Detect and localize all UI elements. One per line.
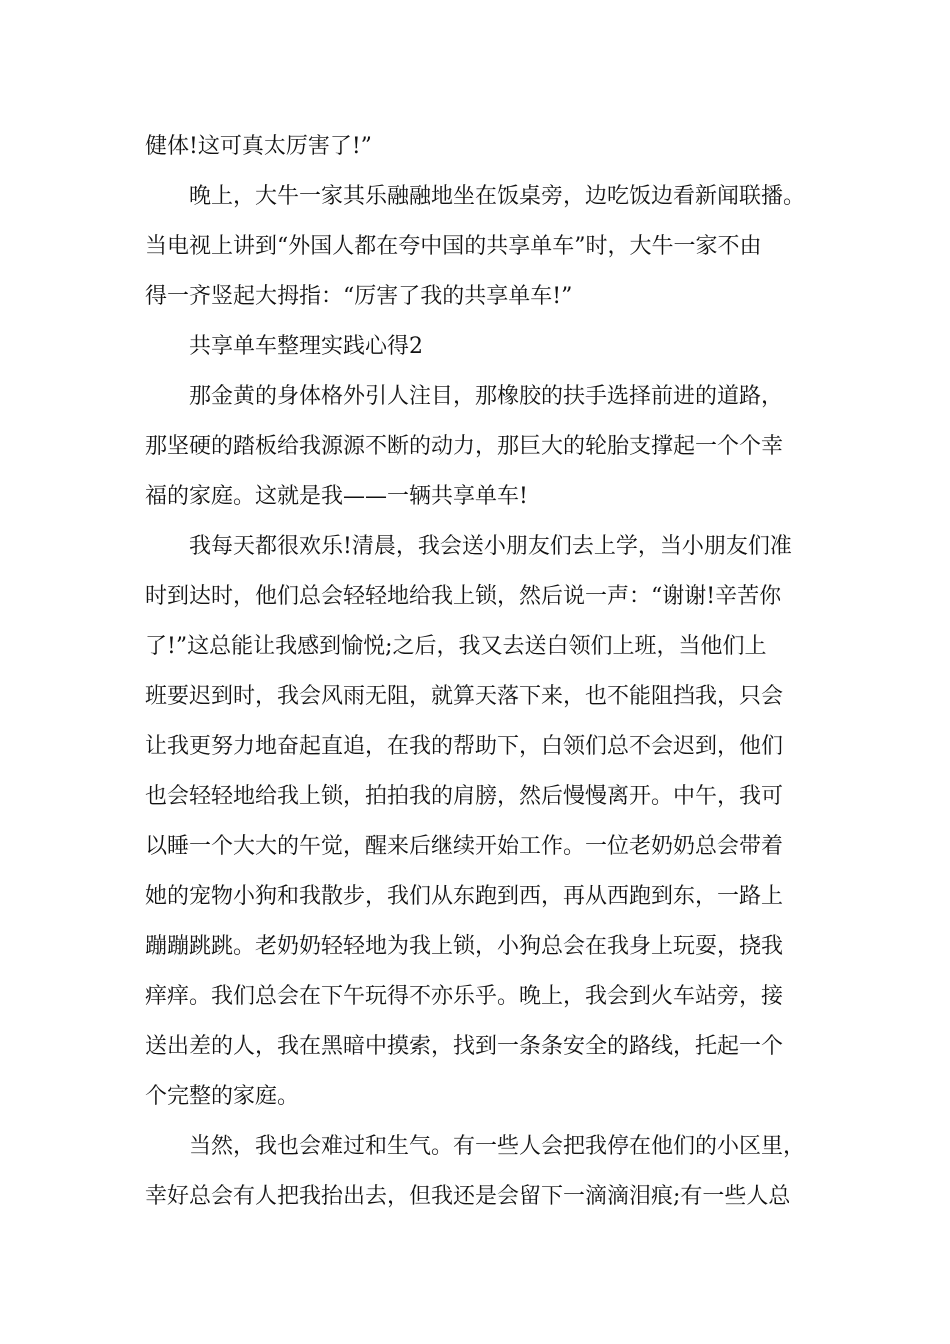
- paragraph-line: 得一齐竖起大拇指：“厉害了我的共享单车!”: [145, 284, 573, 309]
- paragraph-line: 时到达时，他们总会轻轻地给我上锁，然后说一声：“谢谢!辛苦你: [145, 584, 782, 609]
- paragraph-line: 当电视上讲到“外国人都在夸中国的共享单车”时，大牛一家不由: [145, 234, 762, 259]
- paragraph-line: 那坚硬的踏板给我源源不断的动力，那巨大的轮胎支撑起一个个幸: [145, 434, 784, 459]
- paragraph-line: 健体!这可真太厉害了!”: [145, 134, 372, 159]
- paragraph-line: 晚上，大牛一家其乐融融地坐在饭桌旁，边吃饭边看新闻联播。: [189, 184, 806, 209]
- paragraph-line: 班要迟到时，我会风雨无阻，就算天落下来，也不能阻挡我，只会: [145, 684, 784, 709]
- paragraph-line: 个完整的家庭。: [145, 1084, 300, 1109]
- paragraph-line: 也会轻轻地给我上锁，拍拍我的肩膀，然后慢慢离开。中午，我可: [145, 784, 784, 809]
- paragraph-line: 以睡一个大大的午觉，醒来后继续开始工作。一位老奶奶总会带着: [145, 834, 784, 859]
- paragraph-line: 那金黄的身体格外引人注目，那橡胶的扶手选择前进的道路，: [189, 384, 784, 409]
- paragraph-line: 我每天都很欢乐!清晨，我会送小朋友们去上学，当小朋友们准: [189, 534, 792, 559]
- section-heading: 共享单车整理实践心得2: [189, 334, 423, 359]
- paragraph-line: 了!”这总能让我感到愉悦;之后，我又去送白领们上班，当他们上: [145, 634, 767, 659]
- paragraph-line: 她的宠物小狗和我散步，我们从东跑到西，再从西跑到东，一路上: [145, 884, 784, 909]
- document-body: [145, 122, 835, 1222]
- paragraph-line: 送出差的人，我在黑暗中摸索，找到一条条安全的路线，托起一个: [145, 1034, 784, 1059]
- paragraph-line: 当然，我也会难过和生气。有一些人会把我停在他们的小区里，: [189, 1134, 806, 1159]
- paragraph-line: 痒痒。我们总会在下午玩得不亦乐乎。晚上，我会到火车站旁，接: [145, 984, 784, 1009]
- paragraph-line: 蹦蹦跳跳。老奶奶轻轻地为我上锁，小狗总会在我身上玩耍，挠我: [145, 934, 784, 959]
- paragraph-line: 福的家庭。这就是我——一辆共享单车!: [145, 484, 528, 509]
- paragraph-line: 让我更努力地奋起直追，在我的帮助下，白领们总不会迟到，他们: [145, 734, 784, 759]
- paragraph-line: 幸好总会有人把我抬出去，但我还是会留下一滴滴泪痕;有一些人总: [145, 1184, 791, 1209]
